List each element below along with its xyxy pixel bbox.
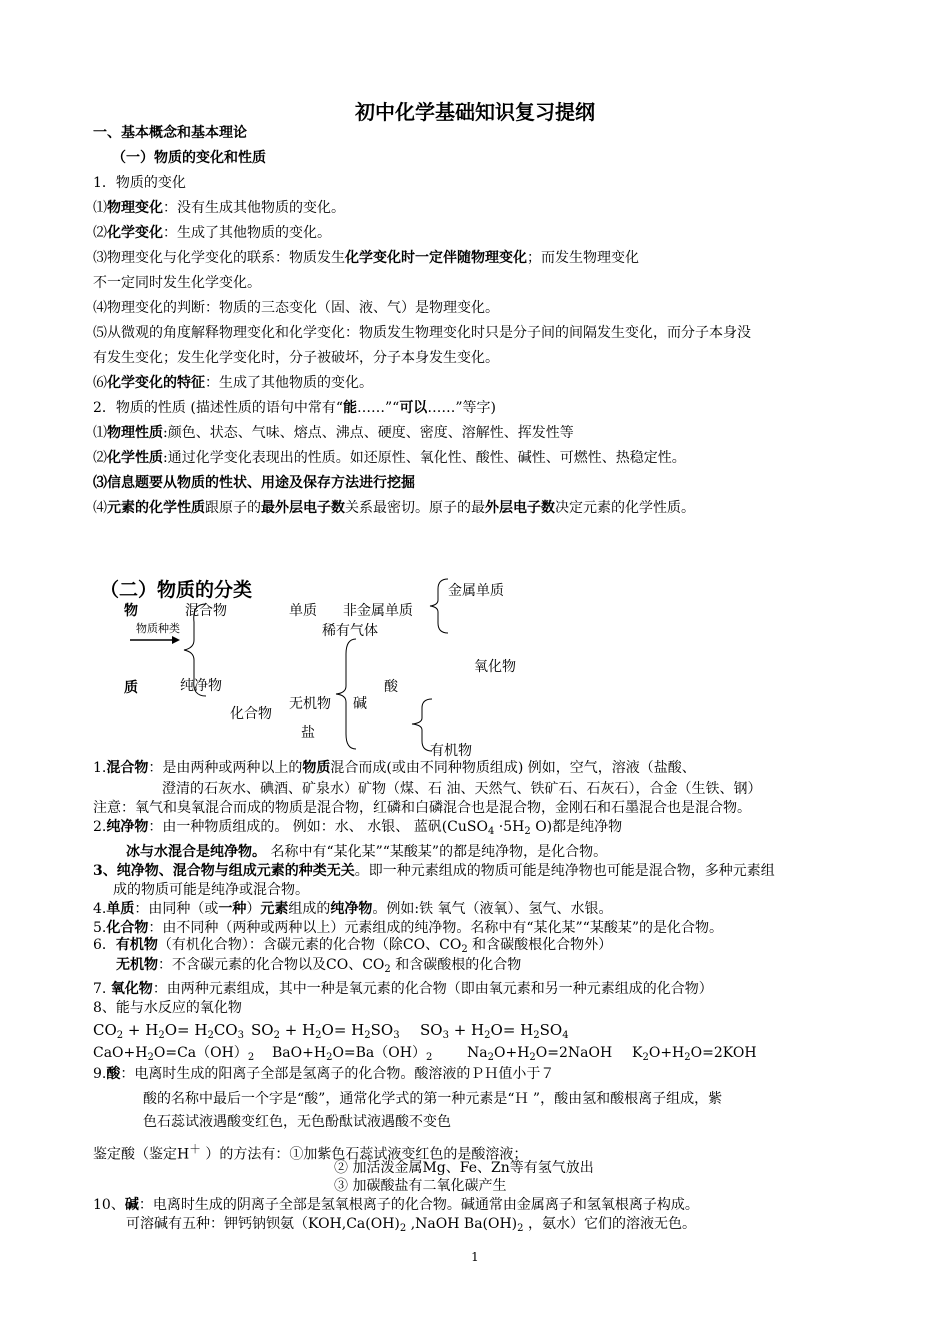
text-line: 酸的名称中最后一个字是“酸”，通常化学式的第一种元素是“Ｈ ”，酸由氢和酸根离子组成，紫 — [143, 1091, 723, 1107]
text-line: 冰与水混合是纯净物。 名称中有“某化某”“某酸某”的都是纯净物，是化合物。 — [126, 844, 608, 860]
text-line: ⑴物理变化：没有生成其他物质的变化。 — [93, 200, 345, 216]
text-line: 注意：氧气和臭氧混合而成的物质是混合物，红磷和白磷混合也是混合物，金刚石和石墨混合也是混合物。 — [93, 800, 751, 816]
diagram-label: 盐 — [301, 725, 315, 741]
text-line: 7. 氧化物：由两种元素组成，其中一种是氧元素的化合物（即由氧元素和另一种元素组成的化合物） — [93, 981, 713, 997]
diagram-label: 碱 — [353, 696, 367, 712]
subsection-heading-1: （一）物质的变化和性质 — [112, 150, 266, 166]
text-line: 8、能与水反应的氧化物 — [93, 1000, 242, 1016]
text-line: ⑵化学变化：生成了其他物质的变化。 — [93, 225, 331, 241]
page-number: 1 — [471, 1250, 479, 1264]
section-heading-1: 一、基本概念和基本理论 — [93, 125, 247, 141]
text-line: ⑹化学变化的特征：生成了其他物质的变化。 — [93, 375, 373, 391]
text-line: ⑷物理变化的判断：物质的三态变化（固、液、气）是物理变化。 — [93, 300, 499, 316]
diagram-label: 化合物 — [230, 706, 272, 722]
diagram-label: 无机物 — [289, 696, 331, 712]
text-line: 2.纯净物：由一种物质组成的。 例如：水、 水银、 蓝矾(CuSO$_4$ $\cdot 5H_2$ O)都是纯净物 — [93, 819, 623, 837]
equation: $Na_2O+H_2O=2NaOH$ — [467, 1045, 613, 1063]
brace-icon — [428, 576, 450, 636]
text-line: 色石蕊试液遇酸变红色，无色酚酞试液遇酸不变色 — [143, 1114, 451, 1130]
subsection-heading-2: （二）物质的分类 — [100, 579, 253, 601]
text-line: ⑴物理性质:颜色、状态、气味、熔点、沸点、硬度、密度、溶解性、挥发性等 — [93, 425, 574, 441]
diagram-label: 氧化物 — [474, 659, 516, 675]
equation: $CaO+H_2O=Ca(OH)_2$ — [93, 1045, 255, 1063]
equation: $CO_2 + H_2O= H_2CO_3$ — [93, 1021, 244, 1041]
text-line: ⑶信息题要从物质的性状、用途及保存方法进行挖掘 — [93, 475, 415, 491]
text-line: 有发生变化；发生化学变化时，分子被破坏，分子本身发生变化。 — [93, 350, 499, 366]
diagram-label: 酸 — [384, 679, 398, 695]
text-line: 6．有机物（有机化合物）：含碳元素的化合物（除CO、$CO_2$ 和含碳酸根化合物外） — [93, 937, 613, 955]
diagram-label: 混合物 — [185, 603, 227, 619]
text-line: 鉴定酸（鉴定H＋ ）的方法有：①加紫色石蕊试液变红色的是酸溶液； — [93, 1142, 528, 1163]
text-line: 不一定同时发生化学变化。 — [93, 275, 261, 291]
diagram-label: 有机物 — [430, 743, 472, 759]
text-line: ⑶物理变化与化学变化的联系：物质发生化学变化时一定伴随物理变化；而发生物理变化 — [93, 250, 639, 266]
diagram-arrow-label: 物质种类 — [136, 622, 180, 635]
diagram-label: 质 — [124, 680, 138, 696]
text-line: 成的物质可能是纯净或混合物。 — [113, 882, 309, 898]
text-line: 5.化合物：由不同种（两种或两种以上）元素组成的纯净物。名称中有“某化某”“某酸某”的是化合物。 — [93, 920, 723, 936]
text-line: 1．物质的变化 — [93, 175, 186, 191]
text-line: ⑵化学性质:通过化学变化表现出的性质。如还原性、氧化性、酸性、碱性、可燃性、热稳定性。 — [93, 450, 686, 466]
diagram-label: 金属单质 — [448, 583, 504, 599]
equation: $SO_2 + H_2O= H_2SO_3$ — [251, 1021, 400, 1041]
diagram-label: 单质 — [289, 603, 317, 619]
diagram-label: 非金属单质 — [343, 603, 413, 619]
text-line: 可溶碱有五种：钾钙钠钡氨（$KOH,Ca(OH)_2$ ,NaOH $Ba(OH)_2$ ，氨水）它们的溶液无色。 — [126, 1216, 696, 1234]
text-line: 1.混合物：是由两种或两种以上的物质混合而成(或由不同种物质组成) 例如，空气，溶液（盐酸、 — [93, 760, 696, 776]
arrow-icon — [130, 634, 180, 646]
page-title: 初中化学基础知识复习提纲 — [355, 100, 595, 124]
text-line: 无机物：不含碳元素的化合物以及CO、$CO_2$ 和含碳酸根的化合物 — [116, 957, 522, 975]
text-line: 澄清的石灰水、碘酒、矿泉水）矿物（煤、石 油、天然气、铁矿石、石灰石），合金（生铁、钢） — [162, 781, 762, 797]
text-line: ⑸从微观的角度解释物理变化和化学变化：物质发生物理变化时只是分子间的间隔发生变化，而分子本身没 — [93, 325, 751, 341]
text-line: 10、碱：电离时生成的阴离子全部是氢氧根离子的化合物。碱通常由金属离子和氢氧根离子构成。 — [93, 1197, 699, 1213]
text-line: 3、纯净物、混合物与组成元素的种类无关。即一种元素组成的物质可能是纯净物也可能是混合物，多种元素组 — [93, 863, 775, 879]
diagram-label: 物 — [124, 603, 138, 619]
equation: $BaO+H_2O=Ba(OH)_2$ — [272, 1045, 433, 1063]
diagram-label: 纯净物 — [180, 678, 222, 694]
text-line: 9.酸：电离时生成的阳离子全部是氢离子的化合物。酸溶液的ＰＨ值小于７ — [93, 1066, 555, 1082]
text-line: ② 加活泼金属Mg、Fe、Zn等有氢气放出 — [334, 1160, 594, 1176]
equation: $SO_3 + H_2O= H_2SO_4$ — [420, 1021, 569, 1041]
text-line: ⑷元素的化学性质跟原子的最外层电子数关系最密切。原子的最外层电子数决定元素的化学性质。 — [93, 500, 695, 516]
text-line: ③ 加碳酸盐有二氧化碳产生 — [334, 1178, 507, 1194]
equation: $K_2O+H_2O=2KOH$ — [632, 1045, 757, 1063]
text-line: 2．物质的性质 (描述性质的语句中常有“能……”“可以……”等字) — [93, 400, 496, 416]
text-line: 4.单质：由同种（或一种）元素组成的纯净物。例如:铁 氧气（液氧）、氢气、水银。 — [93, 901, 613, 917]
diagram-label: 稀有气体 — [322, 623, 378, 639]
